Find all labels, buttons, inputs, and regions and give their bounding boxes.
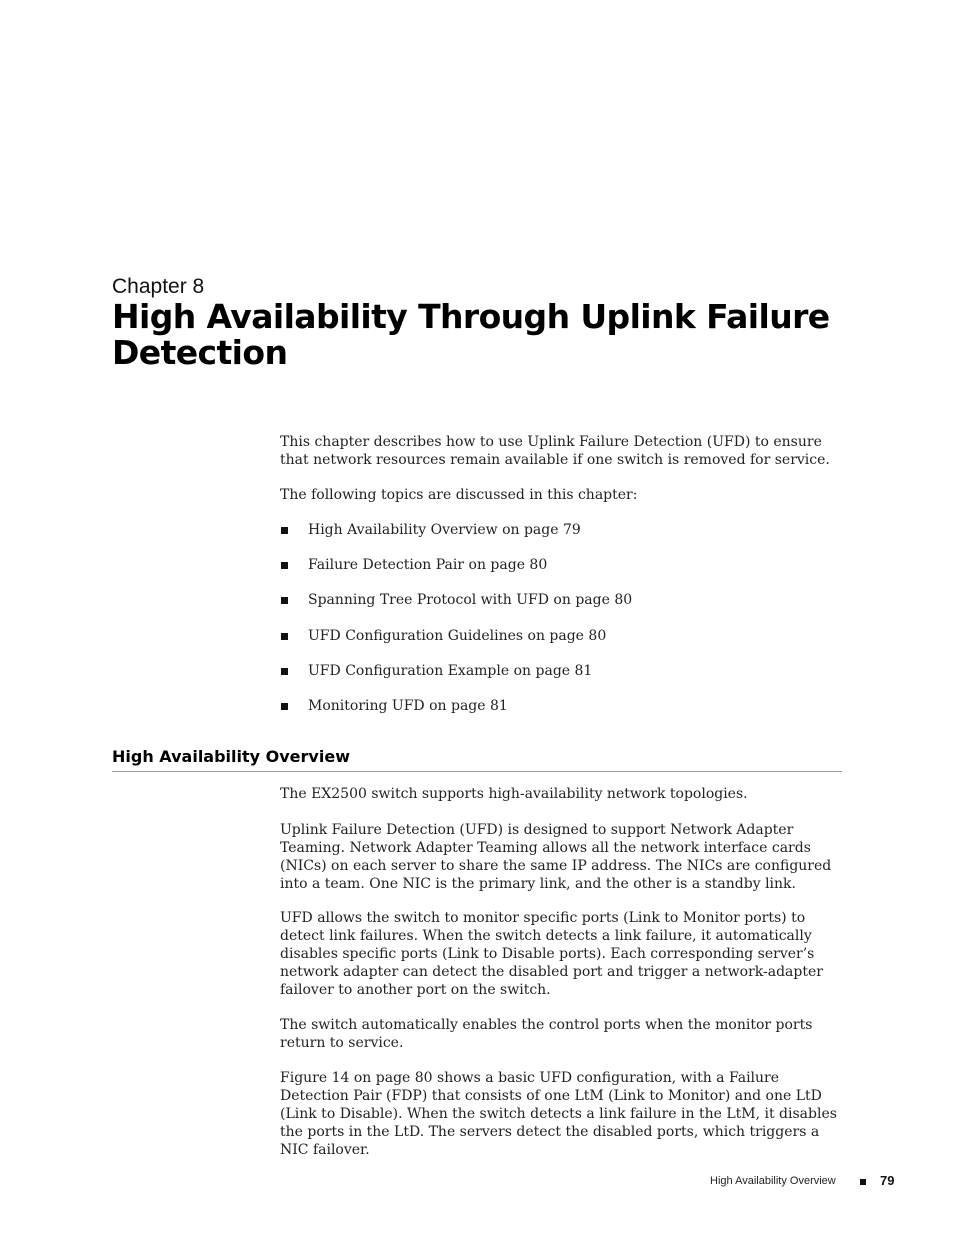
section-paragraph: UFD allows the switch to monitor specific ports (Link to Monitor ports) to detect link failures. When the switch detects a link failure, it automatically disables specific ports (Link to Disable ports). Each corresponding server’s network adapter can detect the disabled port and trigger a network-adapter failover to another port on the switch.: [280, 910, 823, 998]
section-paragraph: Figure 14 on page 80 shows a basic UFD configuration, with a Failure Detection Pair (FDP) that consists of one LtM (Link to Monitor) and one LtD (Link to Disable). When the switch detects a link failure in the LtM, it disables the ports in the LtD. The servers detect the disabled ports, which triggers a NIC failover.: [280, 1070, 837, 1158]
topic-link[interactable]: UFD Configuration Guidelines on page 80: [308, 627, 607, 644]
topic-link[interactable]: Spanning Tree Protocol with UFD on page 80: [308, 592, 633, 609]
square-bullet-icon: [281, 597, 288, 604]
square-bullet-icon: [281, 527, 288, 534]
section-paragraph: The switch automatically enables the control ports when the monitor ports return to service.: [280, 1017, 813, 1051]
topic-list-item[interactable]: [280, 662, 850, 697]
square-bullet-icon: [281, 633, 288, 640]
section-heading: High Availability Overview: [112, 747, 350, 766]
section-paragraph: The EX2500 switch supports high-availability network topologies.: [280, 786, 748, 802]
section-paragraph: Uplink Failure Detection (UFD) is designed to support Network Adapter Teaming. Network Adapter Teaming allows all the network interface cards (NICs) on each server to share the same IP address. The NICs are configured into a team. One NIC is the primary link, and the other is a standby link.: [280, 822, 832, 892]
topic-list-item[interactable]: [280, 521, 850, 556]
topic-list: [280, 521, 850, 732]
page-number: 79: [880, 1173, 895, 1188]
footer-section-name: High Availability Overview: [710, 1175, 836, 1187]
topics-intro: The following topics are discussed in this chapter:: [280, 487, 638, 503]
topic-link[interactable]: Monitoring UFD on page 81: [308, 697, 508, 714]
intro-paragraph: This chapter describes how to use Uplink Failure Detection (UFD) to ensure that network resources remain available if one switch is removed for service.: [280, 434, 830, 468]
chapter-title: High Availability Through Uplink Failure Detection: [112, 297, 830, 372]
footer-square-icon: [860, 1179, 866, 1185]
section-divider: [112, 771, 842, 772]
square-bullet-icon: [281, 668, 288, 675]
topic-link[interactable]: Failure Detection Pair on page 80: [308, 557, 548, 574]
square-bullet-icon: [281, 562, 288, 569]
topic-list-item[interactable]: [280, 556, 850, 591]
square-bullet-icon: [281, 703, 288, 710]
topic-list-item[interactable]: [280, 627, 850, 662]
topic-list-item[interactable]: [280, 591, 850, 626]
topic-list-item[interactable]: [280, 697, 850, 732]
topic-link[interactable]: High Availability Overview on page 79: [308, 522, 581, 538]
topic-link[interactable]: UFD Configuration Example on page 81: [308, 662, 593, 679]
chapter-label: Chapter 8: [112, 275, 205, 298]
